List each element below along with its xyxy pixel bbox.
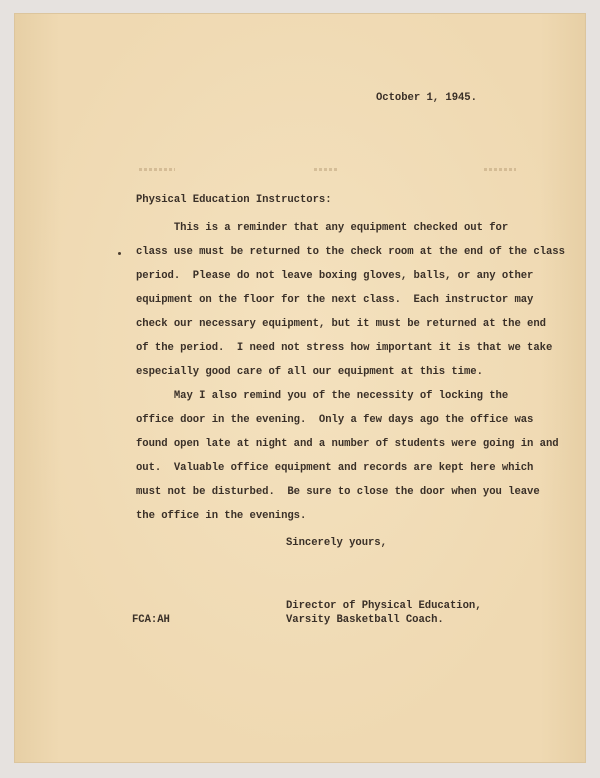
- letter-salutation: Physical Education Instructors:: [136, 194, 332, 206]
- signature-title-line: Director of Physical Education,: [286, 600, 482, 612]
- paragraph-line: office door in the evening. Only a few days ago the office was: [136, 414, 534, 426]
- letter-closing: Sincerely yours,: [286, 537, 387, 549]
- paragraph-line: period. Please do not leave boxing gloves, balls, or any other: [136, 270, 534, 282]
- paragraph-line: class use must be returned to the check room at the end of the class: [136, 246, 565, 258]
- paragraph-line: must not be disturbed. Be sure to close the door when you leave: [136, 486, 540, 498]
- faint-mark-right: [484, 168, 516, 171]
- faint-mark-left: [139, 168, 175, 171]
- paragraph-line: the office in the evenings.: [136, 510, 307, 522]
- paragraph-line: out. Valuable office equipment and records are kept here which: [136, 462, 534, 474]
- paragraph-line: especially good care of all our equipment at this time.: [136, 366, 483, 378]
- paragraph-line: of the period. I need not stress how important it is that we take: [136, 342, 553, 354]
- paragraph-line: check our necessary equipment, but it must be returned at the end: [136, 318, 546, 330]
- paragraph-line: found open late at night and a number of students were going in and: [136, 438, 559, 450]
- typist-initials: FCA:AH: [132, 614, 170, 626]
- letter-page: [14, 13, 586, 763]
- letter-date: October 1, 1945.: [376, 92, 477, 104]
- paragraph-line: equipment on the floor for the next class. Each instructor may: [136, 294, 534, 306]
- faint-mark-center: [314, 168, 338, 171]
- stray-ink-mark: [118, 252, 121, 255]
- signature-title-line: Varsity Basketball Coach.: [286, 614, 444, 626]
- paragraph-line: May I also remind you of the necessity of locking the: [136, 390, 509, 402]
- paragraph-line: This is a reminder that any equipment checked out for: [136, 222, 509, 234]
